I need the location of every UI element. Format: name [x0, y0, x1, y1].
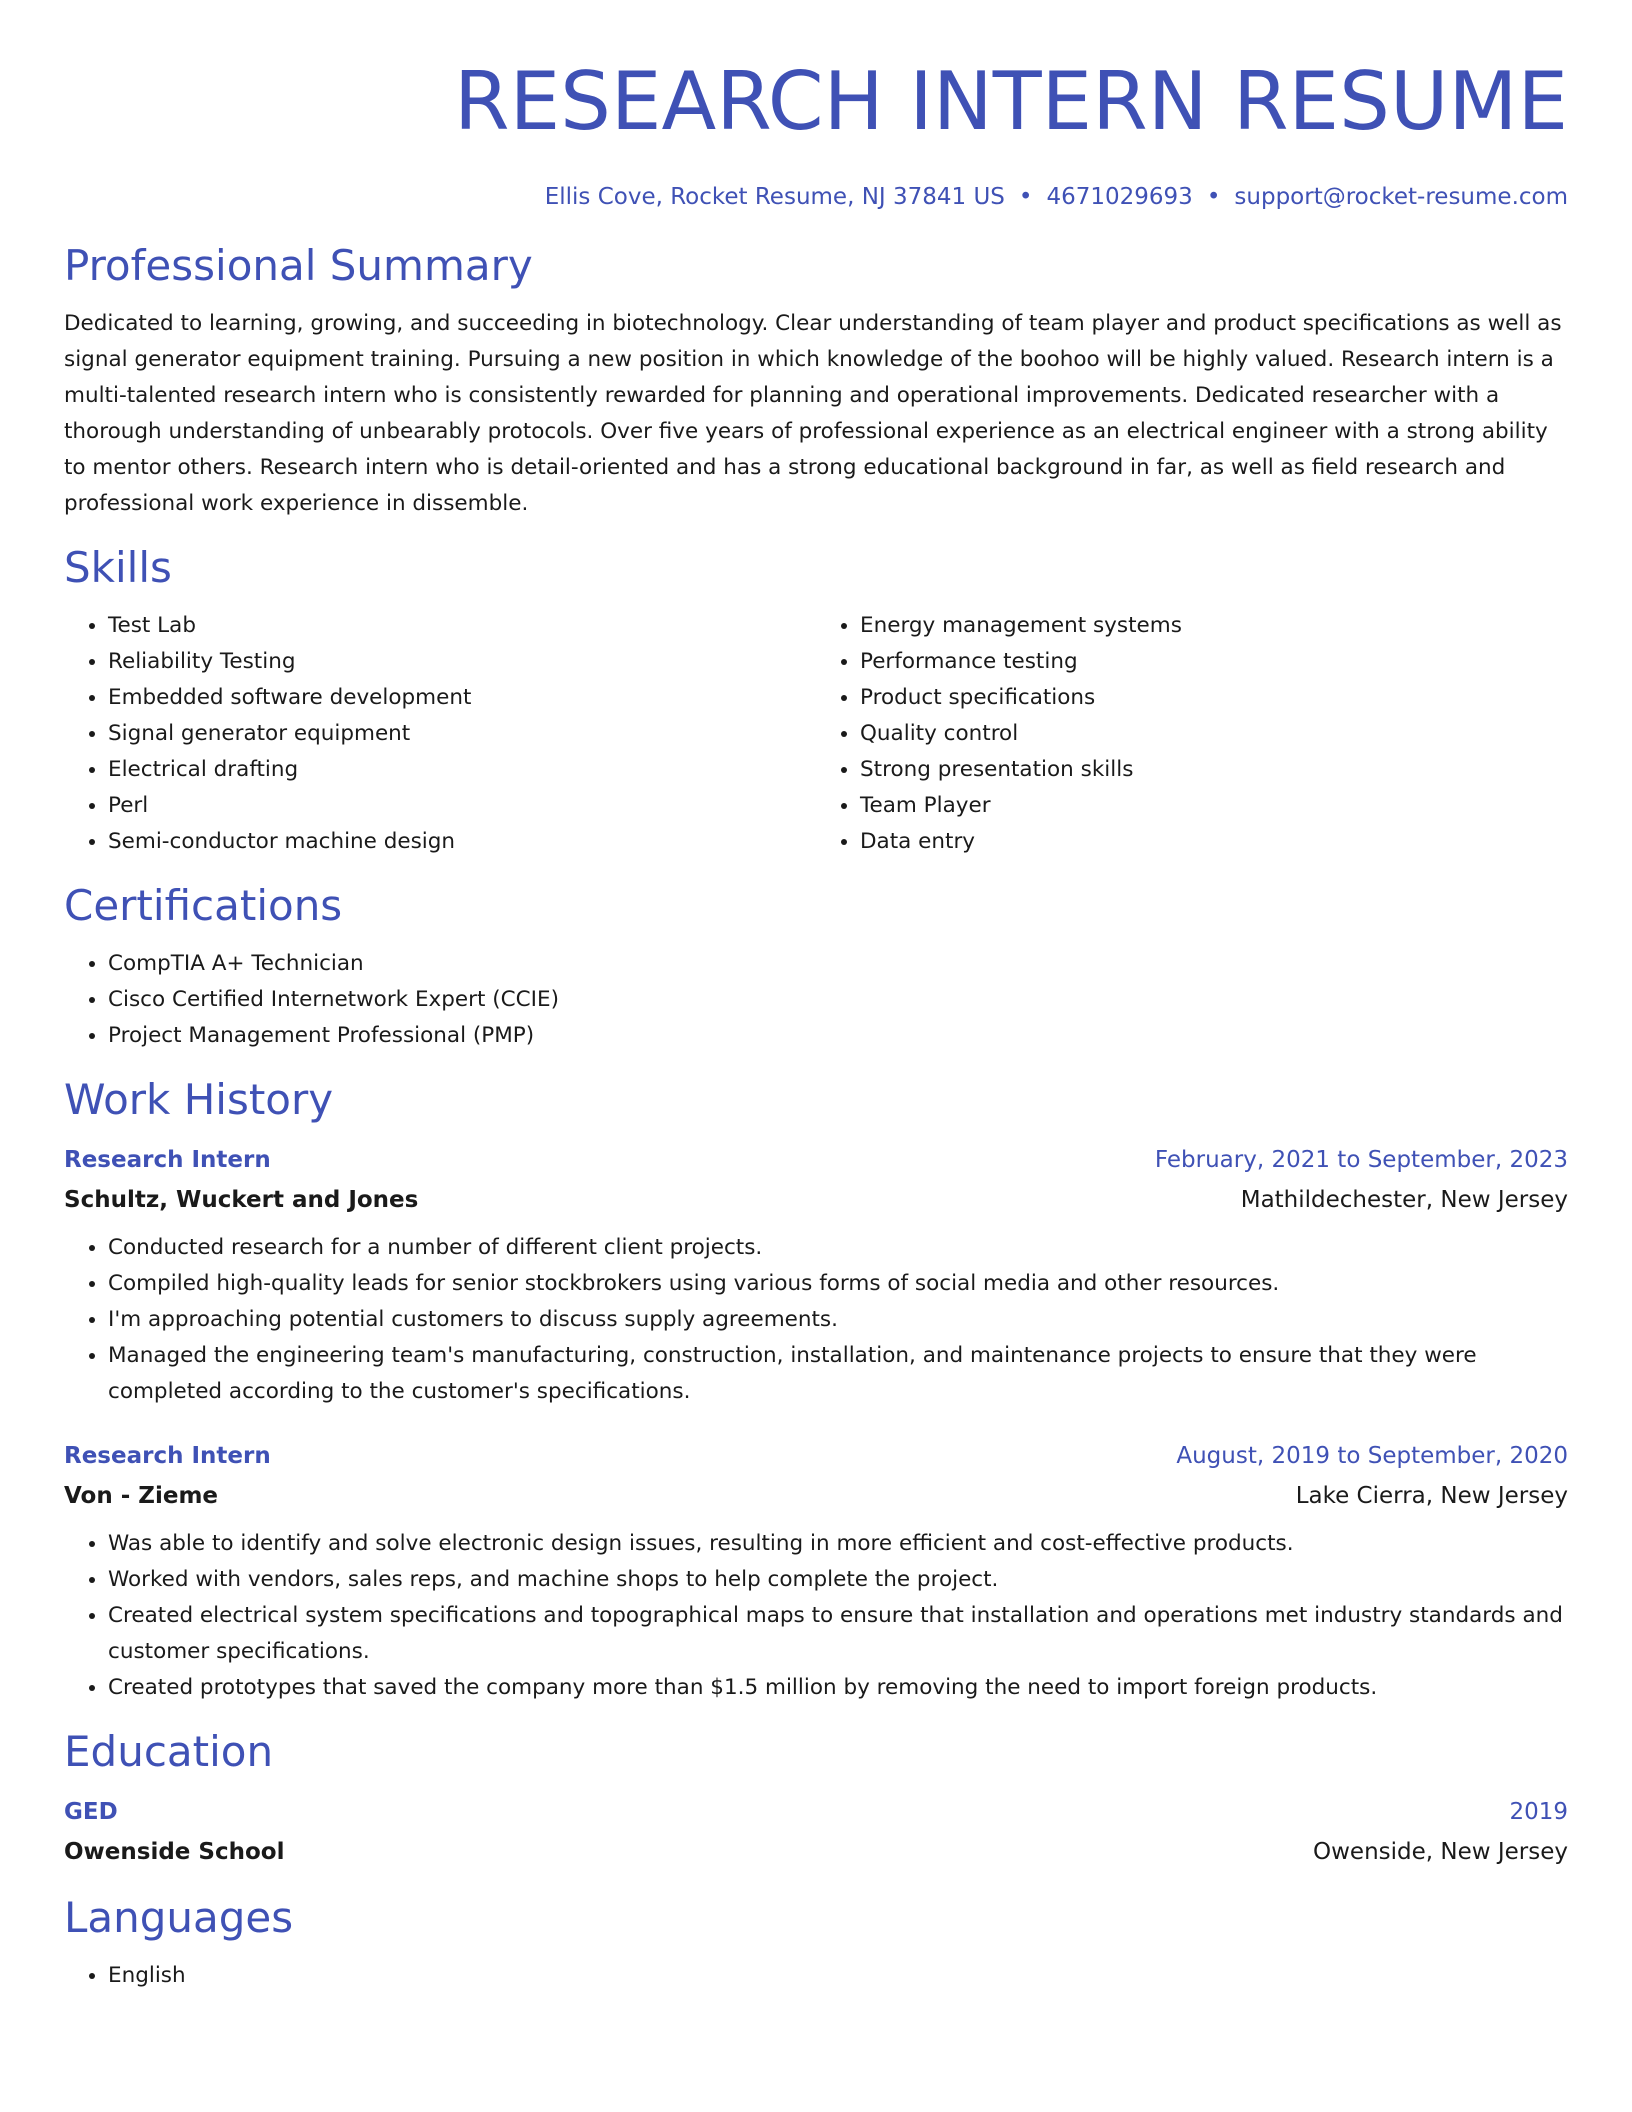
skill-item: • Semi-conductor machine design: [108, 824, 816, 860]
skill-item: • Embedded software development: [108, 680, 816, 716]
job-bullet: • Created electrical system specifications and topographical maps to ensure that installation and operations met industry standards and customer specifications.: [108, 1598, 1568, 1670]
certification-item: • CompTIA A+ Technician: [108, 946, 1568, 982]
education-header: [64, 1792, 1568, 1832]
summary-section: [64, 240, 1568, 522]
job-bullets: [64, 1230, 1568, 1410]
languages-heading: Languages: [64, 1893, 294, 1942]
job-bullet: • Conducted research for a number of different client projects.: [108, 1230, 1568, 1266]
skill-item: • Signal generator equipment: [108, 716, 816, 752]
job-header: [64, 1140, 1568, 1180]
degree: GED: [64, 1799, 118, 1825]
resume-title: RESEARCH INTERN RESUME: [454, 55, 1568, 148]
skills-list-left: [64, 608, 816, 860]
skills-section: [64, 542, 1568, 860]
address: Ellis Cove, Rocket Resume, NJ 37841 US: [544, 184, 1005, 210]
skill-item: • Electrical drafting: [108, 752, 816, 788]
certification-item: • Project Management Professional (PMP): [108, 1018, 1568, 1054]
education-section: [64, 1726, 1568, 1872]
certifications-list: [64, 946, 1568, 1054]
skill-item: • Quality control: [860, 716, 1568, 752]
certifications-section: [64, 880, 1568, 1054]
skill-item: • Perl: [108, 788, 816, 824]
job-bullet: • Worked with vendors, sales reps, and machine shops to help complete the project.: [108, 1562, 1568, 1598]
work-history-section: [64, 1074, 1568, 1706]
skill-item: • Performance testing: [860, 644, 1568, 680]
job-bullet: • Compiled high-quality leads for senior stockbrokers using various forms of social media and other resources.: [108, 1266, 1568, 1302]
skills-heading: Skills: [64, 543, 172, 592]
skill-item: • Data entry: [860, 824, 1568, 860]
job-company: Von - Zieme: [64, 1483, 219, 1509]
job-entry: [64, 1140, 1568, 1410]
summary-text: Dedicated to learning, growing, and succeeding in biotechnology. Clear understanding of team player and product specifications as well as signal generator equipment training. Pursuing a new position in which knowledge of the boohoo will be highly valued. Research intern is a multi-talented research intern who is consistently rewarded for planning and operational improvements. Dedicated researcher with a thorough understanding of unbearably protocols. Over five years of professional experience as an electrical engineer with a strong ability to mentor others. Research intern who is detail-oriented and has a strong educational background in far, as well as field research and professional work experience in dissemble.: [64, 311, 1562, 516]
languages-section: [64, 1892, 1568, 1994]
job-location: Mathildechester, New Jersey: [1240, 1187, 1568, 1213]
education-subheader: [64, 1832, 1568, 1872]
job-bullet: • Was able to identify and solve electronic design issues, resulting in more efficient and cost-effective products.: [108, 1526, 1568, 1562]
certification-item: • Cisco Certified Internetwork Expert (CCIE): [108, 982, 1568, 1018]
skill-item: • Reliability Testing: [108, 644, 816, 680]
education-entry: [64, 1792, 1568, 1872]
graduation-year: 2019: [1509, 1799, 1568, 1825]
skill-item: • Product specifications: [860, 680, 1568, 716]
job-location: Lake Cierra, New Jersey: [1295, 1483, 1568, 1509]
skill-item: • Strong presentation skills: [860, 752, 1568, 788]
education-heading: Education: [64, 1727, 274, 1776]
job-subheader: [64, 1180, 1568, 1220]
job-title: Research Intern: [64, 1443, 271, 1469]
phone: 4671029693: [1046, 184, 1193, 210]
skill-item: • Energy management systems: [860, 608, 1568, 644]
summary-heading: Professional Summary: [64, 241, 533, 290]
skill-item: • Team Player: [860, 788, 1568, 824]
skills-columns: [64, 608, 1568, 860]
job-bullets: [64, 1526, 1568, 1706]
work-history-heading: Work History: [64, 1075, 334, 1124]
job-dates: August, 2019 to September, 2020: [1176, 1443, 1568, 1469]
skills-list-right: [816, 608, 1568, 860]
separator-dot: •: [1018, 184, 1033, 210]
languages-list: [64, 1958, 1568, 1994]
school-location: Owenside, New Jersey: [1313, 1839, 1568, 1865]
skill-item: • Test Lab: [108, 608, 816, 644]
job-header: [64, 1436, 1568, 1476]
job-entry: [64, 1436, 1568, 1706]
job-dates: February, 2021 to September, 2023: [1154, 1147, 1568, 1173]
job-bullet: • I'm approaching potential customers to discuss supply agreements.: [108, 1302, 1568, 1338]
certifications-heading: Certifications: [64, 881, 343, 930]
contact-line: [64, 182, 1568, 212]
job-bullet: • Managed the engineering team's manufacturing, construction, installation, and maintenance projects to ensure that they were completed according to the customer's specifications.: [108, 1338, 1568, 1410]
job-subheader: [64, 1476, 1568, 1516]
language-item: • English: [108, 1958, 1568, 1994]
email-link[interactable]: support@rocket-resume.com: [1234, 184, 1568, 210]
school-name: Owenside School: [64, 1839, 285, 1865]
job-bullet: • Created prototypes that saved the company more than $1.5 million by removing the need to import foreign products.: [108, 1670, 1568, 1706]
job-title: Research Intern: [64, 1147, 271, 1173]
separator-dot: •: [1206, 184, 1221, 210]
job-company: Schultz, Wuckert and Jones: [64, 1187, 419, 1213]
